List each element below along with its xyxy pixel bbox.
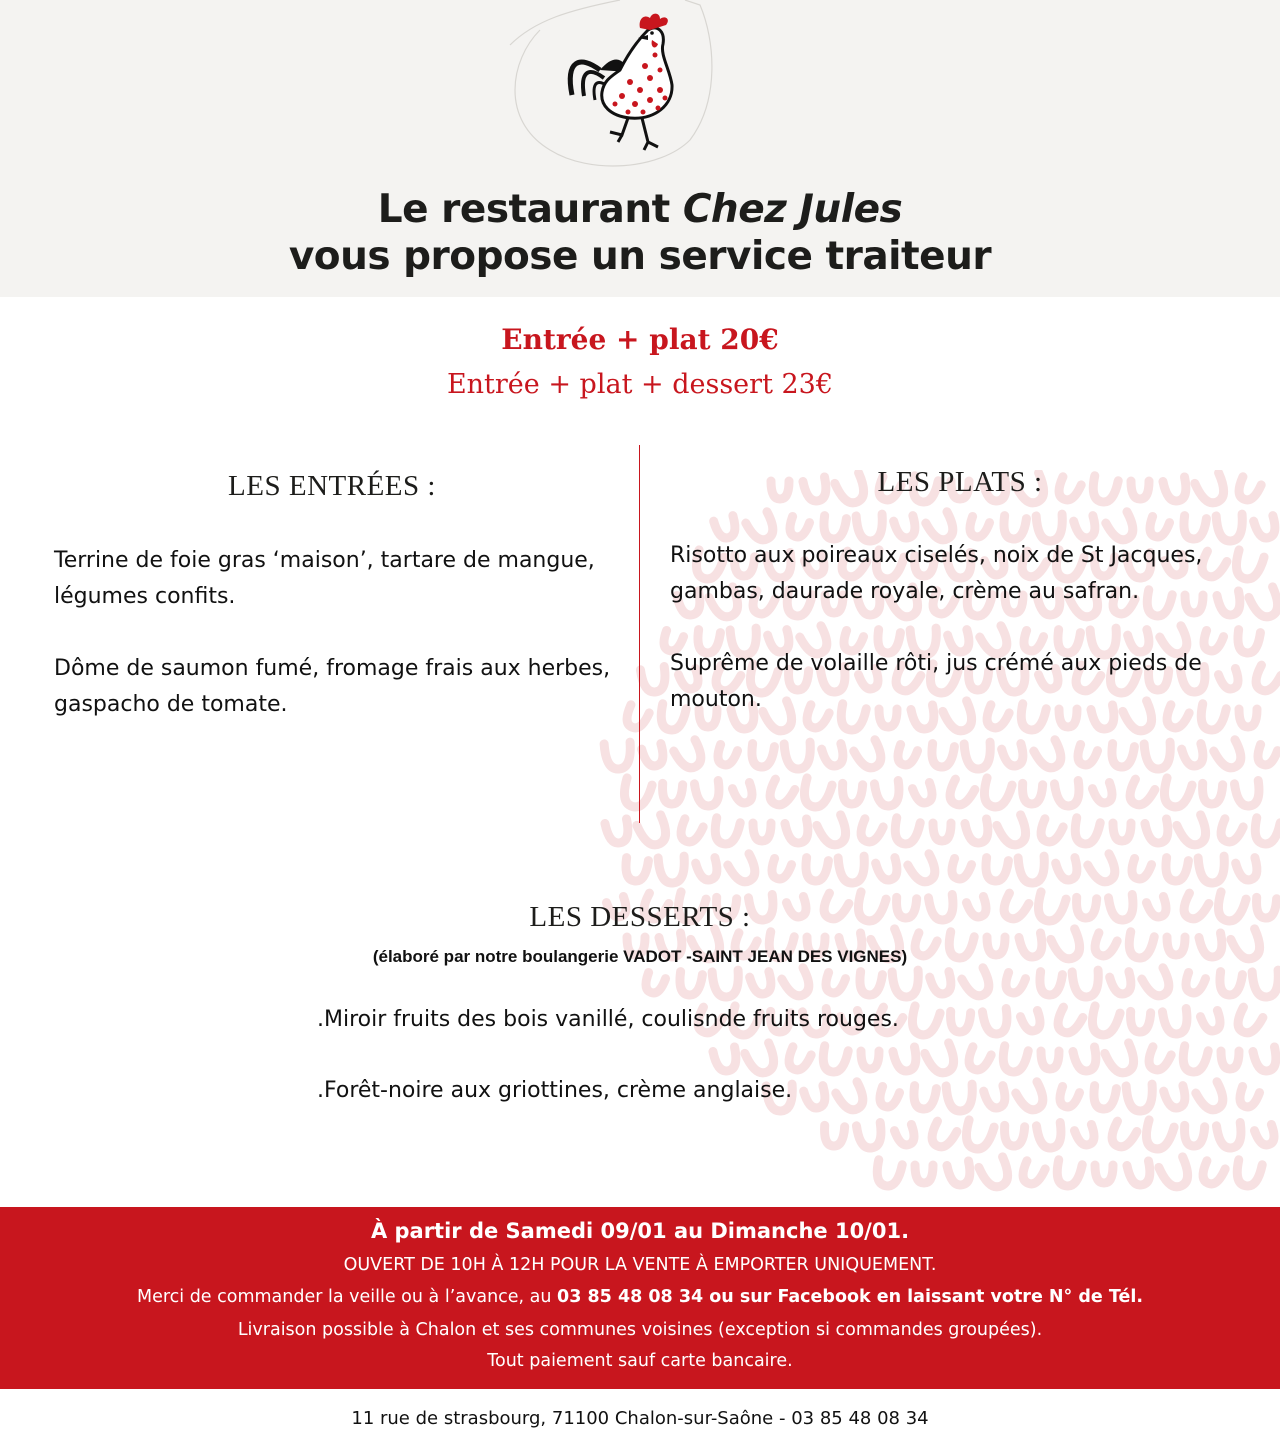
feather-mark <box>1201 783 1222 804</box>
feather-mark <box>1162 1008 1189 1035</box>
feather-mark <box>999 893 1029 923</box>
feather-mark <box>857 819 883 845</box>
feather-mark <box>1034 740 1066 772</box>
feather-mark <box>1036 1122 1063 1149</box>
feather-mark <box>1252 818 1280 846</box>
desserts-heading: LES DESSERTS : <box>529 901 751 933</box>
feather-mark <box>1146 516 1169 539</box>
feather-mark <box>979 1157 1013 1191</box>
feather-mark <box>1217 819 1243 845</box>
feather-mark <box>1037 819 1063 845</box>
feather-mark <box>1126 1084 1154 1112</box>
feather-mark <box>861 1051 879 1069</box>
feather-mark <box>927 1121 957 1151</box>
feather-mark <box>1000 1046 1028 1074</box>
feather-mark <box>854 892 886 924</box>
feather-mark <box>732 782 755 805</box>
feather-mark <box>1218 972 1243 997</box>
feather-mark <box>1221 1051 1239 1069</box>
feather-mark <box>1128 858 1151 881</box>
feather-mark <box>1018 856 1046 884</box>
feather-mark <box>1196 1082 1228 1114</box>
feather-mark <box>1054 1160 1082 1188</box>
feather-mark <box>1159 1157 1193 1191</box>
feather-mark <box>915 1165 933 1183</box>
feather-mark <box>962 968 994 1000</box>
feather-mark <box>930 744 955 769</box>
feather-mark <box>714 744 737 767</box>
feather-mark <box>908 854 940 886</box>
feather-mark <box>1199 1161 1225 1187</box>
feather-mark <box>1195 473 1229 507</box>
feather-mark <box>1146 896 1169 919</box>
feather-mark <box>930 972 955 997</box>
feather-mark <box>1198 856 1226 884</box>
feather-mark <box>1038 972 1063 997</box>
feather-mark <box>696 858 721 883</box>
feather-mark <box>1003 1125 1024 1146</box>
feather-mark <box>858 972 883 997</box>
payment-info: Tout paiement sauf carte bancaire. <box>487 1351 793 1371</box>
plats-heading: LES PLATS : <box>877 466 1043 498</box>
feather-mark <box>712 818 740 846</box>
feather-mark <box>623 705 649 731</box>
info-banner <box>0 1207 1280 1389</box>
restaurant-name: Chez Jules <box>682 187 903 232</box>
feather-mark <box>894 744 917 767</box>
feather-mark <box>945 779 975 809</box>
feather-mark <box>1056 858 1081 883</box>
footer-address: 11 rue de strasbourg, 71100 Chalon-sur-Saône - 03 85 48 08 34 <box>351 1408 929 1429</box>
feather-mark <box>750 972 775 997</box>
feather-mark <box>1255 897 1276 918</box>
feather-mark <box>817 815 851 849</box>
feather-mark <box>1214 740 1246 772</box>
feather-mark <box>642 972 665 995</box>
feather-mark <box>1074 744 1097 767</box>
feather-mark <box>1254 1124 1277 1147</box>
feather-mark <box>984 858 1009 883</box>
feather-mark <box>694 780 721 807</box>
feather-mark <box>1073 1047 1099 1073</box>
feather-mark <box>624 858 649 883</box>
hero-header <box>0 0 1280 297</box>
feather-mark <box>874 1160 902 1188</box>
feather-mark <box>822 744 847 769</box>
feather-mark <box>1095 1165 1113 1183</box>
feather-mark <box>895 897 916 918</box>
feather-mark <box>1074 516 1099 541</box>
feather-mark <box>1179 893 1209 923</box>
feather-mark <box>1164 858 1189 883</box>
feather-mark <box>1163 477 1189 503</box>
feather-mark <box>966 896 989 919</box>
feather-mark <box>948 858 971 881</box>
feather-mark <box>1253 1047 1279 1073</box>
feather-mark <box>964 742 992 770</box>
feather-mark <box>1235 477 1261 503</box>
feather-mark <box>1142 968 1174 1000</box>
feather-mark <box>947 1161 973 1187</box>
feather-mark <box>604 742 632 770</box>
feather-mark <box>678 972 703 997</box>
feather-mark <box>765 779 795 809</box>
order-instructions <box>0 1287 1280 1307</box>
feather-mark <box>1041 1051 1059 1069</box>
feather-mark <box>820 1046 848 1074</box>
title-prefix: Le restaurant <box>377 187 683 232</box>
feather-mark <box>1180 1046 1208 1074</box>
feather-mark <box>997 815 1031 849</box>
feather-mark <box>1075 897 1096 918</box>
feather-mark <box>894 516 919 541</box>
feather-mark <box>1142 1120 1174 1152</box>
feather-mark <box>1254 516 1279 541</box>
service-dates: À partir de Samedi 09/01 au Dimanche 10/01. <box>370 1219 910 1243</box>
feather-mark <box>1182 516 1207 541</box>
feather-mark <box>966 516 989 539</box>
feather-mark <box>965 819 991 845</box>
feather-mark <box>1200 1010 1223 1033</box>
feather-mark <box>1092 782 1115 805</box>
feather-mark <box>854 740 886 772</box>
feather-mark <box>1183 1125 1204 1146</box>
feather-mark <box>784 742 812 770</box>
feather-mark <box>1054 780 1081 807</box>
feather-mark <box>728 854 760 886</box>
feather-mark <box>713 1047 739 1073</box>
feather-mark <box>1110 744 1135 769</box>
feather-mark <box>1021 783 1042 804</box>
desserts-note: (élaboré par notre boulangerie VADOT -SAINT JEAN DES VIGNES) <box>372 947 908 966</box>
feather-mark <box>750 744 775 769</box>
feather-mark <box>1234 780 1261 807</box>
feather-mark <box>661 783 682 804</box>
feather-mark <box>965 1047 991 1073</box>
feather-mark <box>1252 970 1280 998</box>
feather-mark <box>1145 819 1171 845</box>
feather-mark <box>822 972 845 995</box>
feather-mark <box>1182 972 1205 995</box>
feather-mark <box>1234 1160 1262 1188</box>
feather-mark <box>933 823 951 841</box>
feather-mark <box>782 968 814 1000</box>
opening-hours: OUVERT DE 10H À 12H POUR LA VENTE À EMPORTER UNIQUEMENT. <box>343 1255 937 1275</box>
feather-mark <box>804 858 829 883</box>
feather-mark <box>712 970 740 998</box>
feather-mark <box>768 858 791 881</box>
feather-mark <box>892 818 920 846</box>
feather-mark <box>1233 1007 1263 1037</box>
feather-mark <box>1002 516 1027 541</box>
feather-mark <box>892 970 920 998</box>
feather-mark <box>785 1047 811 1073</box>
feather-mark <box>753 823 771 841</box>
feather-mark <box>714 516 739 541</box>
feather-mark <box>893 1047 919 1073</box>
feather-mark <box>785 819 811 845</box>
formula-entree-plat: Entrée + plat 20€ <box>501 323 779 356</box>
feather-mark <box>1254 744 1277 767</box>
feather-mark <box>1110 972 1135 997</box>
feather-mark <box>1002 972 1025 995</box>
page-subtitle: vous propose un service traiteur <box>288 234 992 279</box>
feather-mark <box>912 782 935 805</box>
feather-mark <box>823 1125 844 1146</box>
feather-mark <box>745 1043 779 1077</box>
delivery-info: Livraison possible à Chalon et ses communes voisines (exception si commandes groupées). <box>237 1320 1043 1340</box>
feather-mark <box>1034 892 1066 924</box>
dessert-item: .Miroir fruits des bois vanillé, coulisnde fruits rouges. <box>317 1007 899 1032</box>
feather-mark <box>874 780 901 807</box>
feather-mark <box>1216 1122 1243 1149</box>
feather-mark <box>800 778 832 810</box>
feather-mark <box>1088 854 1120 886</box>
feather-mark <box>637 815 671 849</box>
feather-mark <box>620 778 652 810</box>
entree-item: Terrine de foie gras ‘maison’, tartare de mangue, légumes confits. <box>54 548 595 609</box>
feather-mark <box>1144 742 1172 770</box>
feather-mark <box>1177 815 1211 849</box>
feather-mark <box>642 744 667 769</box>
feather-mark <box>1125 779 1155 809</box>
page-title <box>0 187 1280 232</box>
feather-mark <box>674 740 706 772</box>
feather-mark <box>856 1122 883 1149</box>
feather-mark <box>1145 1047 1171 1073</box>
order-contact: 03 85 48 08 34 ou sur Facebook en laissant votre N° de Tél. <box>557 1287 1144 1307</box>
dessert-item: .Forêt-noire aux griottines, crème anglaise. <box>317 1078 793 1103</box>
feather-mark <box>786 516 809 539</box>
feather-mark <box>1072 818 1100 846</box>
feather-mark <box>1164 1086 1189 1111</box>
feather-mark <box>677 819 703 845</box>
feather-mark <box>1105 1043 1139 1077</box>
feather-mark <box>925 1043 959 1077</box>
feather-mark <box>894 1124 917 1147</box>
column-divider <box>639 445 640 823</box>
feather-mark <box>1108 894 1135 921</box>
feather-mark <box>980 778 1012 810</box>
feather-mark <box>1107 1121 1137 1151</box>
feather-mark <box>962 1120 994 1152</box>
feather-mark <box>1214 892 1246 924</box>
feather-mark <box>838 856 866 884</box>
feather-mark <box>928 894 955 921</box>
formula-entree-plat-dessert: Entrée + plat + dessert 23€ <box>446 369 834 400</box>
feather-mark <box>1127 1161 1153 1187</box>
feather-mark <box>1236 858 1261 883</box>
feather-mark <box>1236 1086 1259 1109</box>
feather-mark <box>1160 778 1192 810</box>
entrees-heading: LES ENTRÉES : <box>228 470 436 502</box>
plat-item: Risotto aux poireaux ciselés, noix de St Jacques, gambas, daurade royale, crème au safran. <box>670 543 1203 604</box>
feather-mark <box>1113 823 1131 841</box>
feather-mark <box>1129 1011 1150 1032</box>
plat-item: Suprême de volaille rôti, jus crémé aux pieds de mouton. <box>670 651 1202 712</box>
feather-mark <box>841 783 862 804</box>
feather-mark <box>1182 744 1207 769</box>
order-prefix: Merci de commander la veille ou à l’avance, au <box>136 1287 558 1307</box>
rooster-logo-icon <box>500 0 730 172</box>
feather-mark <box>822 516 847 541</box>
feather-mark <box>640 666 667 693</box>
feather-mark <box>1002 744 1027 769</box>
feather-mark <box>658 856 686 884</box>
entree-item: Dôme de saumon fumé, fromage frais aux herbes, gaspacho de tomate. <box>54 656 611 717</box>
feather-mark <box>876 858 901 883</box>
feather-mark <box>605 819 631 845</box>
feather-mark <box>1072 970 1100 998</box>
feather-mark <box>1019 1161 1045 1187</box>
feather-mark <box>1074 1124 1097 1147</box>
